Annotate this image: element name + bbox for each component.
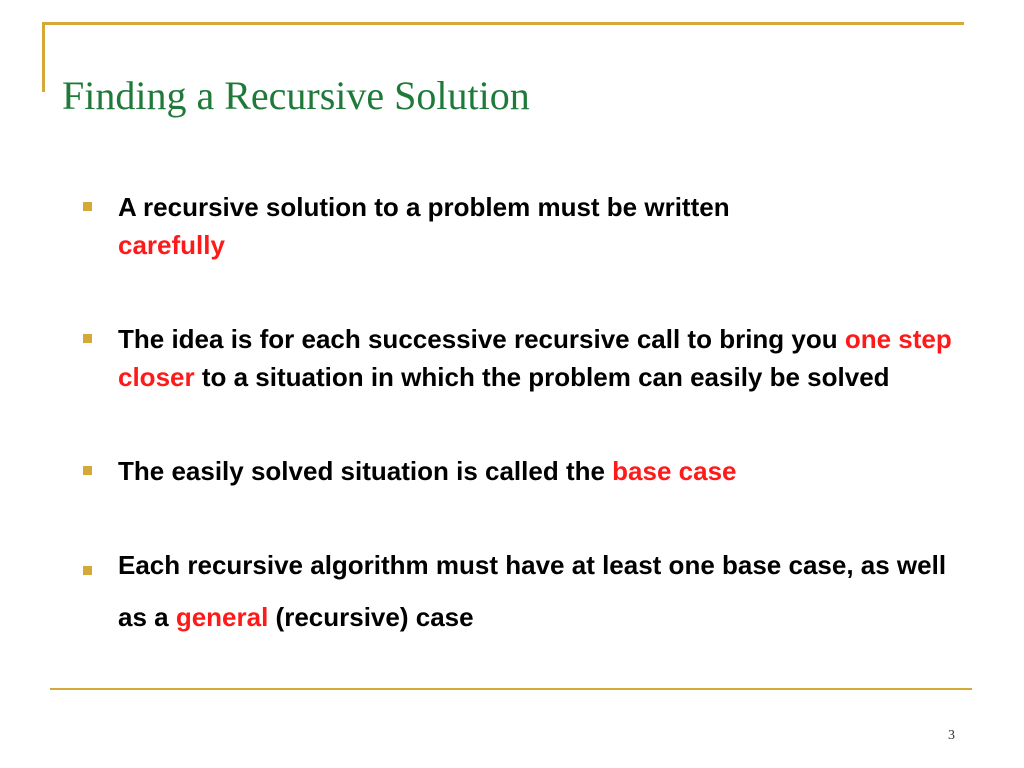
- bullet-item-general-case: [80, 546, 980, 650]
- highlight-text: general: [175, 602, 269, 632]
- bullet-text-part: The idea is for each successive recursive call to bring you: [118, 324, 845, 354]
- bullet-text-part: to a situation in which the problem can easily be solved: [194, 362, 890, 392]
- bullet-text-part: (recursive) case: [268, 602, 474, 632]
- bullet-item-step-closer: [80, 320, 980, 396]
- slide-number: 3: [948, 728, 955, 743]
- bullet-text: [118, 324, 952, 392]
- frame-bottom-line: [50, 688, 972, 690]
- bullet-list: [80, 188, 980, 650]
- highlight-text: one step closer: [118, 324, 952, 392]
- bullet-text-part: Each recursive algorithm must have at least one base case, as well as a: [118, 550, 947, 632]
- bullet-item-base-case: [80, 452, 980, 490]
- bullet-text-part: The easily solved situation is called the: [118, 456, 613, 486]
- highlight-text: carefully: [118, 230, 225, 260]
- frame-left-line: [42, 22, 45, 92]
- slide-title: Finding a Recursive Solution: [62, 73, 530, 118]
- square-bullet-icon: [83, 202, 92, 211]
- bullet-text-part: A recursive solution to a problem must be written: [118, 192, 730, 222]
- bullet-text: [118, 192, 730, 260]
- bullet-item-careful: [80, 188, 980, 264]
- square-bullet-icon: [83, 334, 92, 343]
- square-bullet-icon: [83, 466, 92, 475]
- square-bullet-icon: [83, 566, 92, 575]
- highlight-text: base case: [612, 456, 737, 486]
- bullet-text: [118, 456, 737, 486]
- bullet-text: [118, 539, 980, 643]
- frame-top-line: [42, 22, 964, 25]
